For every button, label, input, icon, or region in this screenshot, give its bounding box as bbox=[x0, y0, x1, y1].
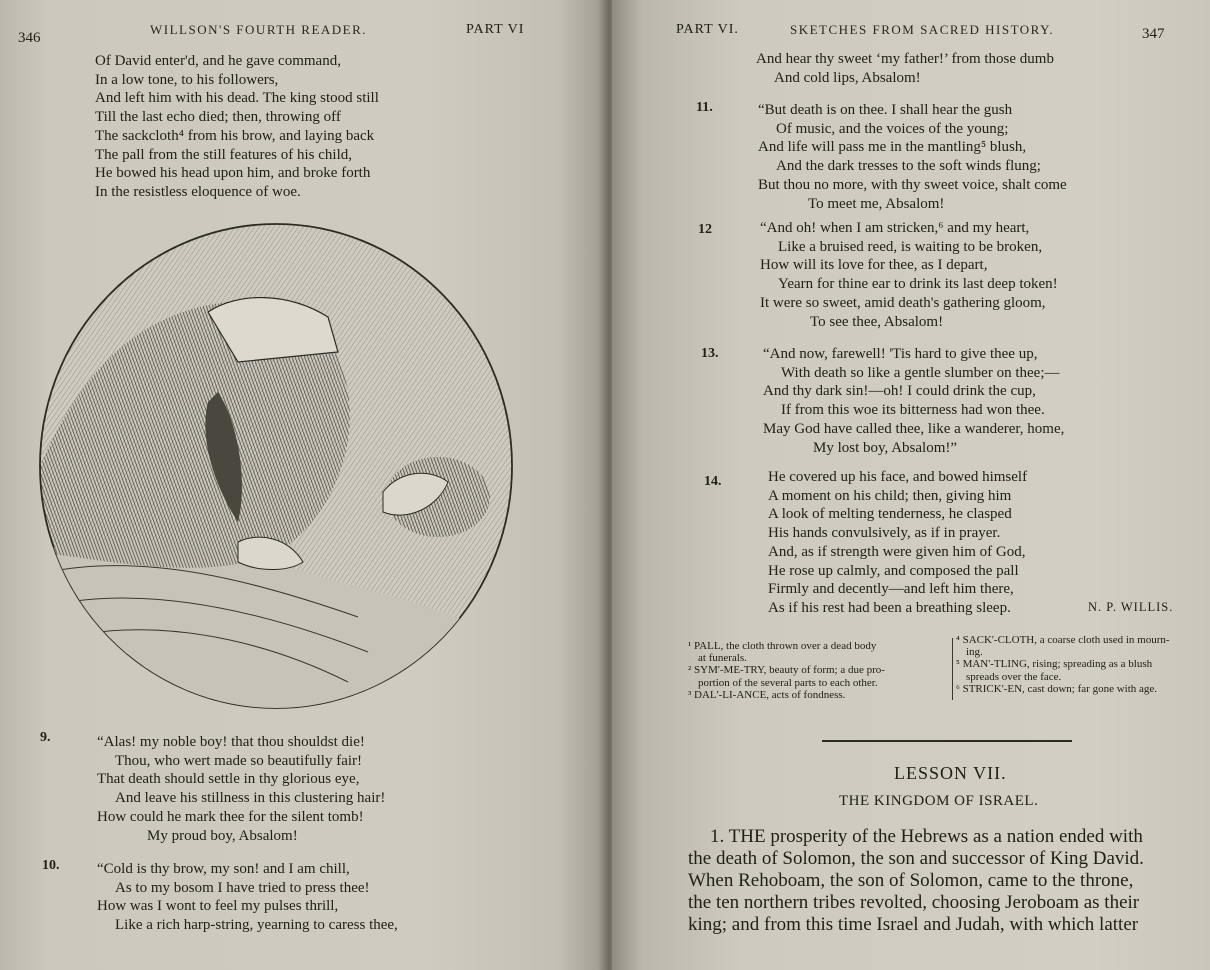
footnote: ⁵ MAN'-TLING, rising; spreading as a blush bbox=[956, 658, 1153, 671]
footnote: ⁶ STRICK'-EN, cast down; far gone with age. bbox=[956, 682, 1158, 695]
verse-line: Of David enter'd, and he gave command, bbox=[95, 53, 341, 69]
stanza-11 bbox=[758, 101, 1067, 213]
verse-line: How will its love for thee, as I depart, bbox=[760, 257, 988, 274]
footnotes-left-column bbox=[688, 640, 885, 701]
verse-line: And the dark tresses to the soft winds flung; bbox=[776, 158, 1041, 175]
footnote: at funerals. bbox=[698, 652, 747, 665]
verse-line: Yearn for thine ear to drink its last deep token! bbox=[778, 276, 1058, 293]
stanza-9-number: 9. bbox=[40, 730, 51, 745]
verse-line: But thou no more, with thy sweet voice, shalt come bbox=[758, 176, 1067, 193]
stanza-13 bbox=[763, 345, 1064, 457]
verse-line: How was I wont to feel my pulses thrill, bbox=[97, 898, 339, 915]
footnote: ¹ PALL, the cloth thrown over a dead body bbox=[688, 640, 877, 652]
lesson-paragraph bbox=[688, 826, 1144, 936]
verse-line: How could he mark thee for the silent tomb! bbox=[97, 808, 364, 825]
verse-line: A look of melting tenderness, he clasped bbox=[768, 506, 1012, 523]
verse-line: And cold lips, Absalom! bbox=[774, 69, 921, 86]
verse-line: As to my bosom I have tried to press thee! bbox=[115, 879, 370, 896]
verse-line: To meet me, Absalom! bbox=[808, 195, 945, 212]
left-page-number: 346 bbox=[18, 30, 41, 46]
verse-line: “And oh! when I am stricken,⁶ and my heart, bbox=[760, 220, 1030, 236]
verse-line: “Alas! my noble boy! that thou shouldst die! bbox=[97, 734, 365, 750]
verse-line: Firmly and decently—and left him there, bbox=[768, 581, 1014, 598]
lesson-subtitle: THE KINGDOM OF ISRAEL. bbox=[839, 793, 1039, 809]
verse-line: His hands convulsively, as if in prayer. bbox=[768, 525, 1001, 542]
poem-author: N. P. WILLIS. bbox=[1088, 600, 1174, 614]
verse-line: And, as if strength were given him of God, bbox=[768, 543, 1026, 560]
footnote: ing. bbox=[966, 646, 983, 659]
verse-line: And leave his stillness in this clustering hair! bbox=[115, 790, 386, 807]
stanza-14 bbox=[768, 468, 1027, 618]
right-page bbox=[612, 0, 1210, 970]
right-part-label: PART VI. bbox=[676, 22, 739, 37]
verse-line: A moment on his child; then, giving him bbox=[768, 487, 1012, 504]
verse-line: And left him with his dead. The king stood still bbox=[95, 90, 379, 107]
verse-line: In a low tone, to his followers, bbox=[95, 71, 279, 88]
stanza-13-number: 13. bbox=[701, 346, 719, 361]
footnote-divider bbox=[952, 638, 953, 700]
right-running-title: SKETCHES FROM SACRED HISTORY. bbox=[790, 22, 1055, 37]
stanza-12 bbox=[760, 219, 1058, 331]
stanza-12-number: 12 bbox=[698, 222, 712, 237]
section-rule bbox=[822, 740, 1072, 742]
verse-line: The pall from the still features of his child, bbox=[95, 146, 353, 163]
footnote: spreads over the face. bbox=[966, 670, 1062, 683]
prose-line: the ten northern tribes revolted, choosing Jeroboam as their bbox=[688, 892, 1140, 913]
verse-line: “Cold is thy brow, my son! and I am chill, bbox=[97, 861, 350, 877]
lesson-title: LESSON VII. bbox=[894, 763, 1007, 783]
verse-line: Like a rich harp-string, yearning to caress thee, bbox=[115, 917, 398, 934]
prose-line: 1. THE prosperity of the Hebrews as a nation ended with bbox=[710, 826, 1143, 847]
stanza-9 bbox=[97, 733, 385, 845]
left-running-title: WILLSON'S FOURTH READER. bbox=[150, 22, 368, 37]
verse-line: He bowed his head upon him, and broke forth bbox=[95, 165, 371, 182]
verse-line: He rose up calmly, and composed the pall bbox=[768, 562, 1019, 579]
footnote: ² SYM'-ME-TRY, beauty of form; a due pro- bbox=[688, 664, 885, 677]
verse-line: And thy dark sin!—oh! I could drink the cup, bbox=[763, 383, 1036, 400]
prose-line: king; and from this time Israel and Judah, with which latter bbox=[688, 914, 1139, 935]
verse-line: “But death is on thee. I shall hear the gush bbox=[758, 102, 1013, 118]
opening-verse bbox=[95, 52, 379, 202]
verse-line: He covered up his face, and bowed himself bbox=[768, 469, 1028, 485]
verse-line: May God have called thee, like a wanderer, home, bbox=[763, 420, 1065, 437]
verse-line: Like a bruised reed, is waiting to be broken, bbox=[778, 238, 1043, 255]
verse-line: Of music, and the voices of the young; bbox=[776, 120, 1009, 137]
verse-line: As if his rest had been a breathing sleep. bbox=[768, 599, 1011, 616]
verse-line: It were so sweet, amid death's gathering gloom, bbox=[760, 294, 1046, 311]
prose-line: When Rehoboam, the son of Solomon, came to the throne, bbox=[688, 870, 1134, 891]
stanza-10 bbox=[97, 860, 398, 935]
continued-verse bbox=[756, 50, 1054, 87]
verse-line: With death so like a gentle slumber on thee;— bbox=[781, 364, 1060, 381]
footnotes-right-column bbox=[956, 634, 1170, 695]
verse-line: The sackcloth⁴ from his brow, and laying back bbox=[95, 127, 375, 144]
stanza-10-number: 10. bbox=[42, 858, 60, 873]
footnote: ⁴ SACK'-CLOTH, a coarse cloth used in mourn- bbox=[956, 634, 1170, 646]
prose-line: the death of Solomon, the son and successor of King David. bbox=[688, 848, 1144, 869]
footnote: ³ DAL'-LI-ANCE, acts of fondness. bbox=[688, 688, 846, 701]
stanza-14-number: 14. bbox=[704, 474, 722, 489]
verse-line: My proud boy, Absalom! bbox=[147, 827, 298, 844]
verse-line: My lost boy, Absalom!” bbox=[813, 439, 958, 456]
mourning-king-engraving bbox=[38, 222, 514, 710]
verse-line: That death should settle in thy glorious eye, bbox=[97, 771, 360, 788]
engraving-illustration bbox=[38, 222, 514, 710]
verse-line: To see thee, Absalom! bbox=[810, 313, 944, 330]
verse-line: Thou, who wert made so beautifully fair! bbox=[115, 752, 363, 769]
verse-line: Till the last echo died; then, throwing off bbox=[95, 109, 341, 126]
verse-line: In the resistless eloquence of woe. bbox=[95, 183, 301, 200]
verse-line: If from this woe its bitterness had won thee. bbox=[781, 402, 1045, 419]
verse-line: “And now, farewell! 'Tis hard to give thee up, bbox=[763, 346, 1038, 362]
left-part-label: PART VI bbox=[466, 22, 525, 37]
verse-line: And life will pass me in the mantling⁵ blush, bbox=[758, 139, 1027, 156]
right-page-number: 347 bbox=[1142, 26, 1165, 42]
footnote: portion of the several parts to each other. bbox=[698, 676, 878, 689]
stanza-11-number: 11. bbox=[696, 100, 713, 115]
verse-line: And hear thy sweet ‘my father!’ from those dumb bbox=[756, 51, 1054, 67]
